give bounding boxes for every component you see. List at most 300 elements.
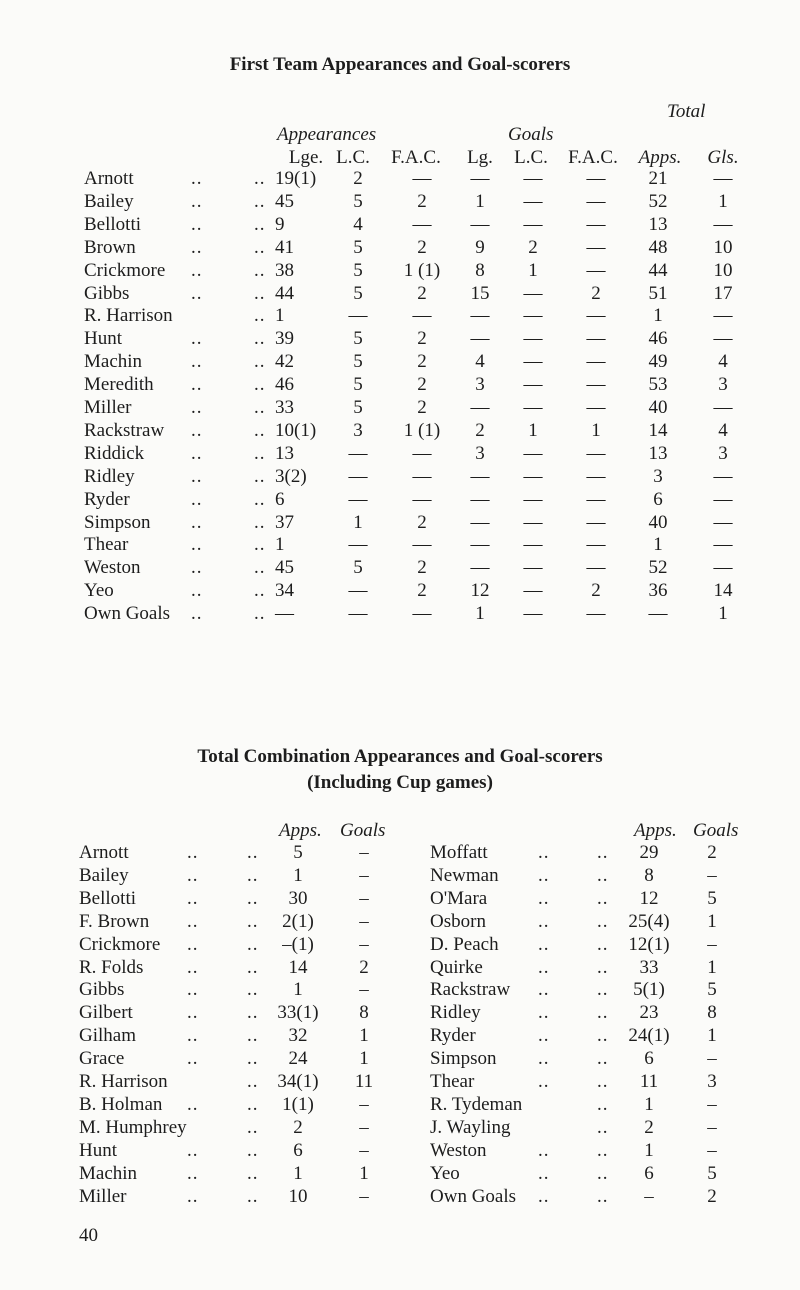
leader-dots: .. bbox=[538, 1025, 550, 1047]
leader-dots: .. bbox=[597, 979, 609, 1001]
goals-lc: — bbox=[523, 168, 543, 189]
app-lge: 10(1) bbox=[275, 419, 317, 441]
app-lge: 34 bbox=[275, 580, 294, 602]
total-apps: 49 bbox=[648, 351, 668, 373]
apps-value: 1 bbox=[293, 979, 303, 1001]
leader-dots: .. bbox=[597, 864, 609, 886]
player-name: Ridley bbox=[84, 465, 135, 487]
first-team-row bbox=[0, 580, 800, 603]
player-name: Arnott bbox=[79, 842, 129, 863]
player-name: R. Tydeman bbox=[430, 1093, 523, 1115]
leader-dots: .. bbox=[191, 168, 203, 189]
goals-fac: — bbox=[586, 168, 606, 189]
apps-value: 25(4) bbox=[628, 910, 670, 932]
goals-fac: — bbox=[586, 488, 606, 510]
leader-dots: .. bbox=[187, 979, 199, 1001]
player-name: Meredith bbox=[84, 374, 154, 396]
apps-value: 2 bbox=[293, 1116, 303, 1138]
app-lge: 41 bbox=[275, 236, 294, 258]
total-apps: 13 bbox=[648, 442, 668, 464]
goals-lg: — bbox=[470, 511, 490, 533]
app-fac: 2 bbox=[417, 511, 427, 533]
player-name: M. Humphrey bbox=[79, 1116, 187, 1138]
app-fac: 2 bbox=[417, 236, 427, 258]
total-gls: — bbox=[713, 488, 733, 510]
leader-dots: .. bbox=[187, 1002, 199, 1024]
player-name: Gilbert bbox=[79, 1002, 133, 1024]
total-gls: 1 bbox=[718, 190, 728, 212]
total-gls: 14 bbox=[713, 580, 733, 602]
goals-value: 2 bbox=[707, 842, 717, 863]
leader-dots: .. bbox=[191, 282, 203, 304]
app-lc: — bbox=[348, 465, 368, 487]
goals-value: – bbox=[707, 1048, 717, 1070]
app-lc: 5 bbox=[353, 190, 363, 212]
total-apps: 3 bbox=[653, 465, 663, 487]
leader-dots: .. bbox=[187, 1048, 199, 1070]
goals-value: 8 bbox=[359, 1002, 369, 1024]
player-name: Crickmore bbox=[79, 933, 161, 955]
leader-dots: .. bbox=[254, 534, 266, 556]
leader-dots: .. bbox=[597, 887, 609, 909]
goals-value: – bbox=[359, 842, 369, 863]
leader-dots: .. bbox=[597, 1071, 609, 1092]
leader-dots: .. bbox=[247, 1185, 259, 1207]
player-name: Bailey bbox=[84, 190, 134, 212]
leader-dots: .. bbox=[191, 557, 203, 579]
leader-dots: .. bbox=[187, 842, 199, 863]
goals-fac: — bbox=[586, 465, 606, 487]
combination-row bbox=[0, 979, 800, 1002]
apps-value: 23 bbox=[639, 1002, 659, 1024]
apps-value: 34(1) bbox=[277, 1071, 319, 1092]
first-team-row bbox=[0, 305, 800, 328]
leader-dots: .. bbox=[191, 488, 203, 510]
goals-lg: — bbox=[470, 305, 490, 327]
app-lc: 5 bbox=[353, 259, 363, 281]
player-name: Moffatt bbox=[430, 842, 488, 863]
goals-lg: — bbox=[470, 213, 490, 235]
leader-dots: .. bbox=[538, 864, 550, 886]
goals-fac: — bbox=[586, 374, 606, 396]
combination-row bbox=[0, 888, 800, 911]
player-name: Crickmore bbox=[84, 259, 166, 281]
leader-dots: .. bbox=[191, 534, 203, 556]
app-fac: — bbox=[412, 442, 432, 464]
goals-lc: 2 bbox=[528, 236, 538, 258]
leader-dots: .. bbox=[254, 603, 266, 625]
leader-dots: .. bbox=[187, 1025, 199, 1047]
leader-dots: .. bbox=[597, 1139, 609, 1161]
leader-dots: .. bbox=[247, 956, 259, 978]
player-name: Gilham bbox=[79, 1025, 136, 1047]
app-fac: — bbox=[412, 213, 432, 235]
apps-value: 1 bbox=[293, 864, 303, 886]
app-lc: 5 bbox=[353, 282, 363, 304]
app-lc: 5 bbox=[353, 557, 363, 579]
goals-lc: — bbox=[523, 190, 543, 212]
app-fac: 1 (1) bbox=[403, 419, 441, 441]
combination-right-goals-header: Goals bbox=[693, 820, 739, 841]
total-apps: 52 bbox=[648, 557, 668, 579]
leader-dots: .. bbox=[187, 1139, 199, 1161]
total-gls: — bbox=[713, 511, 733, 533]
player-name: Quirke bbox=[430, 956, 483, 978]
goals-value: 5 bbox=[707, 979, 717, 1001]
player-name: Simpson bbox=[84, 511, 151, 533]
total-gls: — bbox=[713, 328, 733, 350]
leader-dots: .. bbox=[247, 1139, 259, 1161]
player-name: Ryder bbox=[430, 1025, 476, 1047]
apps-value: 32 bbox=[288, 1025, 308, 1047]
combination-row bbox=[0, 1117, 800, 1140]
player-name: Osborn bbox=[430, 910, 486, 932]
total-gls: 1 bbox=[718, 603, 728, 625]
goals-value: – bbox=[359, 933, 369, 955]
player-name: Brown bbox=[84, 236, 136, 258]
app-fac: 2 bbox=[417, 282, 427, 304]
app-fac: 2 bbox=[417, 351, 427, 373]
goals-value: – bbox=[707, 1093, 717, 1115]
apps-value: 6 bbox=[644, 1162, 654, 1184]
goals-lg: — bbox=[470, 488, 490, 510]
goals-lc: 1 bbox=[528, 419, 538, 441]
leader-dots: .. bbox=[254, 168, 266, 189]
goals-fac: — bbox=[586, 534, 606, 556]
goals-lc: — bbox=[523, 442, 543, 464]
app-lge: 44 bbox=[275, 282, 294, 304]
player-name: Miller bbox=[79, 1185, 127, 1207]
goals-lc: — bbox=[523, 282, 543, 304]
player-name: Machin bbox=[84, 351, 143, 373]
goals-lg: 12 bbox=[470, 580, 490, 602]
leader-dots: .. bbox=[254, 213, 266, 235]
goals-fac: 2 bbox=[591, 580, 601, 602]
first-team-row bbox=[0, 397, 800, 420]
leader-dots: .. bbox=[247, 842, 259, 863]
apps-value: – bbox=[644, 1185, 654, 1207]
leader-dots: .. bbox=[247, 864, 259, 886]
total-apps: 46 bbox=[648, 328, 668, 350]
player-name: Simpson bbox=[430, 1048, 497, 1070]
first-team-row bbox=[0, 489, 800, 512]
apps-value: –(1) bbox=[282, 933, 314, 955]
combination-row bbox=[0, 1048, 800, 1071]
app-fac: — bbox=[412, 603, 432, 625]
goals-value: – bbox=[359, 864, 369, 886]
apps-value: 2 bbox=[644, 1116, 654, 1138]
total-gls: 17 bbox=[713, 282, 733, 304]
combination-subtitle: (Including Cup games) bbox=[307, 772, 493, 793]
app-lge: 45 bbox=[275, 190, 294, 212]
leader-dots: .. bbox=[247, 1025, 259, 1047]
apps-value: 1 bbox=[293, 1162, 303, 1184]
leader-dots: .. bbox=[538, 1071, 550, 1092]
combination-row bbox=[0, 1002, 800, 1025]
leader-dots: .. bbox=[597, 956, 609, 978]
player-name: Gibbs bbox=[79, 979, 125, 1001]
combination-row bbox=[0, 1186, 800, 1209]
leader-dots: .. bbox=[247, 1048, 259, 1070]
combination-row bbox=[0, 957, 800, 980]
apps-value: 24(1) bbox=[628, 1025, 670, 1047]
leader-dots: .. bbox=[187, 887, 199, 909]
leader-dots: .. bbox=[191, 213, 203, 235]
first-team-row bbox=[0, 214, 800, 237]
goals-lc: — bbox=[523, 580, 543, 602]
app-lc: — bbox=[348, 580, 368, 602]
app-lge: 42 bbox=[275, 351, 294, 373]
leader-dots: .. bbox=[191, 580, 203, 602]
first-team-row bbox=[0, 443, 800, 466]
leader-dots: .. bbox=[191, 328, 203, 350]
app-lge: 1 bbox=[275, 534, 285, 556]
app-lc: — bbox=[348, 534, 368, 556]
app-lc: — bbox=[348, 488, 368, 510]
leader-dots: .. bbox=[187, 1185, 199, 1207]
goals-fac: — bbox=[586, 213, 606, 235]
goals-fac: — bbox=[586, 397, 606, 418]
player-name: Rackstraw bbox=[430, 979, 511, 1001]
leader-dots: .. bbox=[187, 910, 199, 932]
goals-lg: 15 bbox=[470, 282, 490, 304]
goals-fac: — bbox=[586, 259, 606, 281]
goals-lc: — bbox=[523, 557, 543, 579]
leader-dots: .. bbox=[538, 979, 550, 1001]
app-lge: 33 bbox=[275, 397, 294, 418]
player-name: Yeo bbox=[430, 1162, 460, 1184]
total-apps: 13 bbox=[648, 213, 668, 235]
leader-dots: .. bbox=[538, 1185, 550, 1207]
goals-value: – bbox=[359, 1093, 369, 1115]
first-team-row bbox=[0, 420, 800, 443]
goals-value: 2 bbox=[359, 956, 369, 978]
player-name: Weston bbox=[84, 557, 141, 579]
leader-dots: .. bbox=[254, 397, 266, 418]
goals-lc: — bbox=[523, 328, 543, 350]
total-apps: 40 bbox=[648, 397, 668, 418]
app-lc: 5 bbox=[353, 351, 363, 373]
leader-dots: .. bbox=[247, 1093, 259, 1115]
apps-value: 33 bbox=[639, 956, 659, 978]
player-name: J. Wayling bbox=[430, 1116, 511, 1138]
goals-lg: 2 bbox=[475, 419, 485, 441]
combination-left-apps-header: Apps. bbox=[279, 820, 322, 841]
leader-dots: .. bbox=[254, 328, 266, 350]
total-apps: 21 bbox=[648, 168, 668, 189]
player-name: Grace bbox=[79, 1048, 125, 1070]
subheader-lge: Lge. bbox=[288, 147, 324, 168]
app-lc: 5 bbox=[353, 328, 363, 350]
leader-dots: .. bbox=[254, 511, 266, 533]
subheader-goals-lc: L.C. bbox=[514, 147, 548, 168]
combination-row bbox=[0, 1025, 800, 1048]
player-name: R. Folds bbox=[79, 956, 144, 978]
leader-dots: .. bbox=[191, 603, 203, 625]
leader-dots: .. bbox=[247, 887, 259, 909]
player-name: Thear bbox=[430, 1071, 475, 1092]
player-name: Machin bbox=[79, 1162, 138, 1184]
total-gls: 10 bbox=[713, 236, 733, 258]
leader-dots: .. bbox=[254, 488, 266, 510]
goals-fac: — bbox=[586, 236, 606, 258]
apps-value: 33(1) bbox=[277, 1002, 319, 1024]
app-lge: 37 bbox=[275, 511, 294, 533]
leader-dots: .. bbox=[187, 1093, 199, 1115]
app-lge: 6 bbox=[275, 488, 285, 510]
leader-dots: .. bbox=[187, 933, 199, 955]
goals-lc: — bbox=[523, 374, 543, 396]
leader-dots: .. bbox=[597, 1002, 609, 1024]
player-name: Own Goals bbox=[84, 603, 171, 625]
app-lge: 38 bbox=[275, 259, 294, 281]
goals-value: 8 bbox=[707, 1002, 717, 1024]
app-lge: — bbox=[275, 603, 294, 625]
goals-lg: 9 bbox=[475, 236, 485, 258]
subheader-goals-lg: Lg. bbox=[467, 147, 493, 168]
combination-row bbox=[0, 1140, 800, 1163]
leader-dots: .. bbox=[597, 1048, 609, 1070]
leader-dots: .. bbox=[254, 442, 266, 464]
goals-value: 1 bbox=[707, 1025, 717, 1047]
goals-lg: — bbox=[470, 465, 490, 487]
goals-value: 3 bbox=[707, 1071, 717, 1092]
goals-value: 1 bbox=[359, 1162, 369, 1184]
leader-dots: .. bbox=[538, 1048, 550, 1070]
goals-lc: — bbox=[523, 534, 543, 556]
player-name: Newman bbox=[430, 864, 499, 886]
goals-value: 5 bbox=[707, 1162, 717, 1184]
app-fac: 2 bbox=[417, 374, 427, 396]
leader-dots: .. bbox=[187, 1162, 199, 1184]
goals-value: – bbox=[359, 979, 369, 1001]
app-fac: — bbox=[412, 465, 432, 487]
app-lc: 4 bbox=[353, 213, 363, 235]
goals-lc: — bbox=[523, 488, 543, 510]
first-team-row bbox=[0, 557, 800, 580]
leader-dots: .. bbox=[597, 1185, 609, 1207]
total-gls: 4 bbox=[718, 351, 728, 373]
leader-dots: .. bbox=[597, 842, 609, 863]
leader-dots: .. bbox=[254, 580, 266, 602]
player-name: Ridley bbox=[430, 1002, 481, 1024]
total-apps: 52 bbox=[648, 190, 668, 212]
goals-value: 1 bbox=[359, 1048, 369, 1070]
apps-value: 12 bbox=[639, 887, 659, 909]
player-name: Hunt bbox=[84, 328, 122, 350]
player-name: Arnott bbox=[84, 168, 134, 189]
total-gls: — bbox=[713, 397, 733, 418]
app-lge: 9 bbox=[275, 213, 285, 235]
total-apps: 1 bbox=[653, 305, 663, 327]
first-team-row bbox=[0, 512, 800, 535]
app-lc: 3 bbox=[353, 419, 363, 441]
goals-value: – bbox=[707, 1139, 717, 1161]
goals-value: 2 bbox=[707, 1185, 717, 1207]
leader-dots: .. bbox=[254, 236, 266, 258]
leader-dots: .. bbox=[538, 887, 550, 909]
goals-lc: — bbox=[523, 351, 543, 373]
goals-lg: 1 bbox=[475, 603, 485, 625]
first-team-row bbox=[0, 351, 800, 374]
apps-value: 1 bbox=[644, 1139, 654, 1161]
leader-dots: .. bbox=[254, 465, 266, 487]
goals-lc: — bbox=[523, 305, 543, 327]
goals-value: 1 bbox=[359, 1025, 369, 1047]
leader-dots: .. bbox=[247, 933, 259, 955]
player-name: Bailey bbox=[79, 864, 129, 886]
total-gls: — bbox=[713, 465, 733, 487]
leader-dots: .. bbox=[254, 282, 266, 304]
app-lge: 46 bbox=[275, 374, 294, 396]
goals-lg: — bbox=[470, 534, 490, 556]
leader-dots: .. bbox=[191, 465, 203, 487]
leader-dots: .. bbox=[247, 1116, 259, 1138]
first-team-row bbox=[0, 191, 800, 214]
app-lc: 1 bbox=[353, 511, 363, 533]
goals-value: 11 bbox=[354, 1071, 374, 1092]
total-gls: 4 bbox=[718, 419, 728, 441]
apps-value: 10 bbox=[288, 1185, 308, 1207]
goals-lc: — bbox=[523, 511, 543, 533]
goals-value: – bbox=[359, 887, 369, 909]
leader-dots: .. bbox=[187, 864, 199, 886]
leader-dots: .. bbox=[254, 351, 266, 373]
apps-value: 8 bbox=[644, 864, 654, 886]
goals-fac: — bbox=[586, 511, 606, 533]
apps-value: 6 bbox=[644, 1048, 654, 1070]
player-name: Rackstraw bbox=[84, 419, 165, 441]
leader-dots: .. bbox=[247, 1071, 259, 1092]
goals-lg: 8 bbox=[475, 259, 485, 281]
total-apps: 36 bbox=[648, 580, 668, 602]
goals-value: 1 bbox=[707, 956, 717, 978]
app-fac: 2 bbox=[417, 557, 427, 579]
app-lge: 39 bbox=[275, 328, 294, 350]
goals-lc: — bbox=[523, 213, 543, 235]
app-fac: 2 bbox=[417, 580, 427, 602]
app-fac: 2 bbox=[417, 328, 427, 350]
leader-dots: .. bbox=[247, 1162, 259, 1184]
leader-dots: .. bbox=[191, 259, 203, 281]
leader-dots: .. bbox=[191, 190, 203, 212]
total-apps: 14 bbox=[648, 419, 668, 441]
app-fac: — bbox=[412, 168, 432, 189]
app-lge: 19(1) bbox=[275, 168, 317, 189]
goals-lg: 4 bbox=[475, 351, 485, 373]
app-fac: 2 bbox=[417, 190, 427, 212]
total-apps: 53 bbox=[648, 374, 668, 396]
apps-value: 11 bbox=[639, 1071, 659, 1092]
goals-lg: 3 bbox=[475, 374, 485, 396]
leader-dots: .. bbox=[247, 1002, 259, 1024]
app-lc: 5 bbox=[353, 397, 363, 418]
leader-dots: .. bbox=[597, 1093, 609, 1115]
app-fac: 2 bbox=[417, 397, 427, 418]
combination-row bbox=[0, 1094, 800, 1117]
total-gls: — bbox=[713, 557, 733, 579]
leader-dots: .. bbox=[538, 933, 550, 955]
first-team-row bbox=[0, 237, 800, 260]
subheader-total-gls: Gls. bbox=[707, 147, 739, 168]
apps-value: 24 bbox=[288, 1048, 308, 1070]
leader-dots: .. bbox=[538, 1002, 550, 1024]
app-lge: 45 bbox=[275, 557, 294, 579]
goals-value: – bbox=[359, 1139, 369, 1161]
apps-value: 5(1) bbox=[633, 979, 665, 1001]
apps-value: 1(1) bbox=[282, 1093, 314, 1115]
total-gls: 10 bbox=[713, 259, 733, 281]
